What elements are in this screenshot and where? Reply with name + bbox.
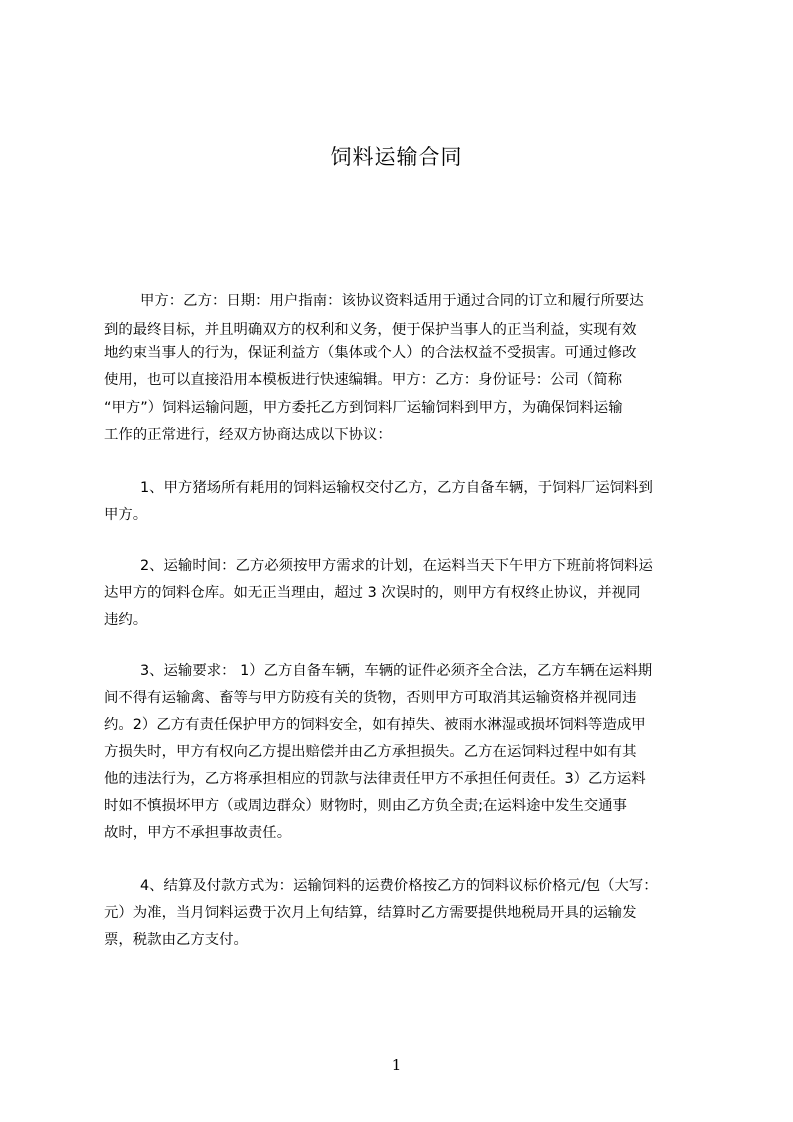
intro-line: 地约束当事人的行为，保证利益方（集体或个人）的合法权益不受损害。可通过修改 (104, 345, 637, 361)
clause-4-line: 4、结算及付款方式为：运输饲料的运费价格按乙方的饲料议标价格元/包（大写： (140, 878, 658, 894)
intro-line: 甲方：乙方：日期：用户指南：该协议资料适用于通过合同的订立和履行所要达 (140, 293, 644, 309)
clause-3-line: 时如不慎损坏甲方（或周边群众）财物时，则由乙方负全责;在运料途中发生交通事 (104, 798, 627, 814)
intro-line: “甲方”）饲料运输问题，甲方委托乙方到饲料厂运输饲料到甲方，为确保饲料运输 (104, 400, 623, 416)
clause-3-line: 他的违法行为，乙方将承担相应的罚款与法律责任甲方不承担任何责任。3）乙方运料 (104, 771, 646, 787)
clause-3-line: 3、运输要求： 1）乙方自备车辆，车辆的证件必须齐全合法，乙方车辆在运料期 (140, 663, 653, 679)
clause-1-line: 1、甲方猪场所有耗用的饲料运输权交付乙方，乙方自备车辆，于饲料厂运饲料到 (140, 480, 653, 496)
clause-3-line: 间不得有运输禽、畜等与甲方防疫有关的货物，否则甲方可取消其运输资格并视同违 (104, 690, 637, 706)
clause-2-line: 达甲方的饲料仓库。如无正当理由，超过 3 次误时的，则甲方有权终止协议，并视同 (104, 585, 641, 601)
clause-4-line: 元）为准，当月饲料运费于次月上旬结算，结算时乙方需要提供地税局开具的运输发 (104, 905, 637, 921)
clause-3-line: 约。2）乙方有责任保护甲方的饲料安全，如有掉失、被雨水淋湿或损坏饲料等造成甲 (104, 717, 646, 733)
clause-2-line: 2、运输时间：乙方必须按甲方需求的计划，在运料当天下午甲方下班前将饲料运 (140, 558, 653, 574)
clause-3-line: 方损失时，甲方有权向乙方提出赔偿并由乙方承担损失。乙方在运饲料过程中如有其 (104, 744, 637, 760)
document-title: 饲料运输合同 (330, 145, 463, 169)
intro-line: 使用，也可以直接沿用本模板进行快速编辑。甲方：乙方：身份证号：公司（简称 (104, 372, 623, 388)
intro-line: 工作的正常进行，经双方协商达成以下协议： (104, 427, 392, 443)
page-number: 1 (391, 1056, 402, 1074)
clause-2-line: 违约。 (104, 612, 148, 628)
intro-line: 到的最终目标，并且明确双方的权利和义务，便于保护当事人的正当利益，实现有效 (104, 322, 637, 338)
clause-4-line: 票，税款由乙方支付。 (104, 932, 248, 948)
clause-1-line: 甲方。 (104, 507, 148, 523)
clause-3-line: 故时，甲方不承担事故责任。 (104, 825, 292, 841)
